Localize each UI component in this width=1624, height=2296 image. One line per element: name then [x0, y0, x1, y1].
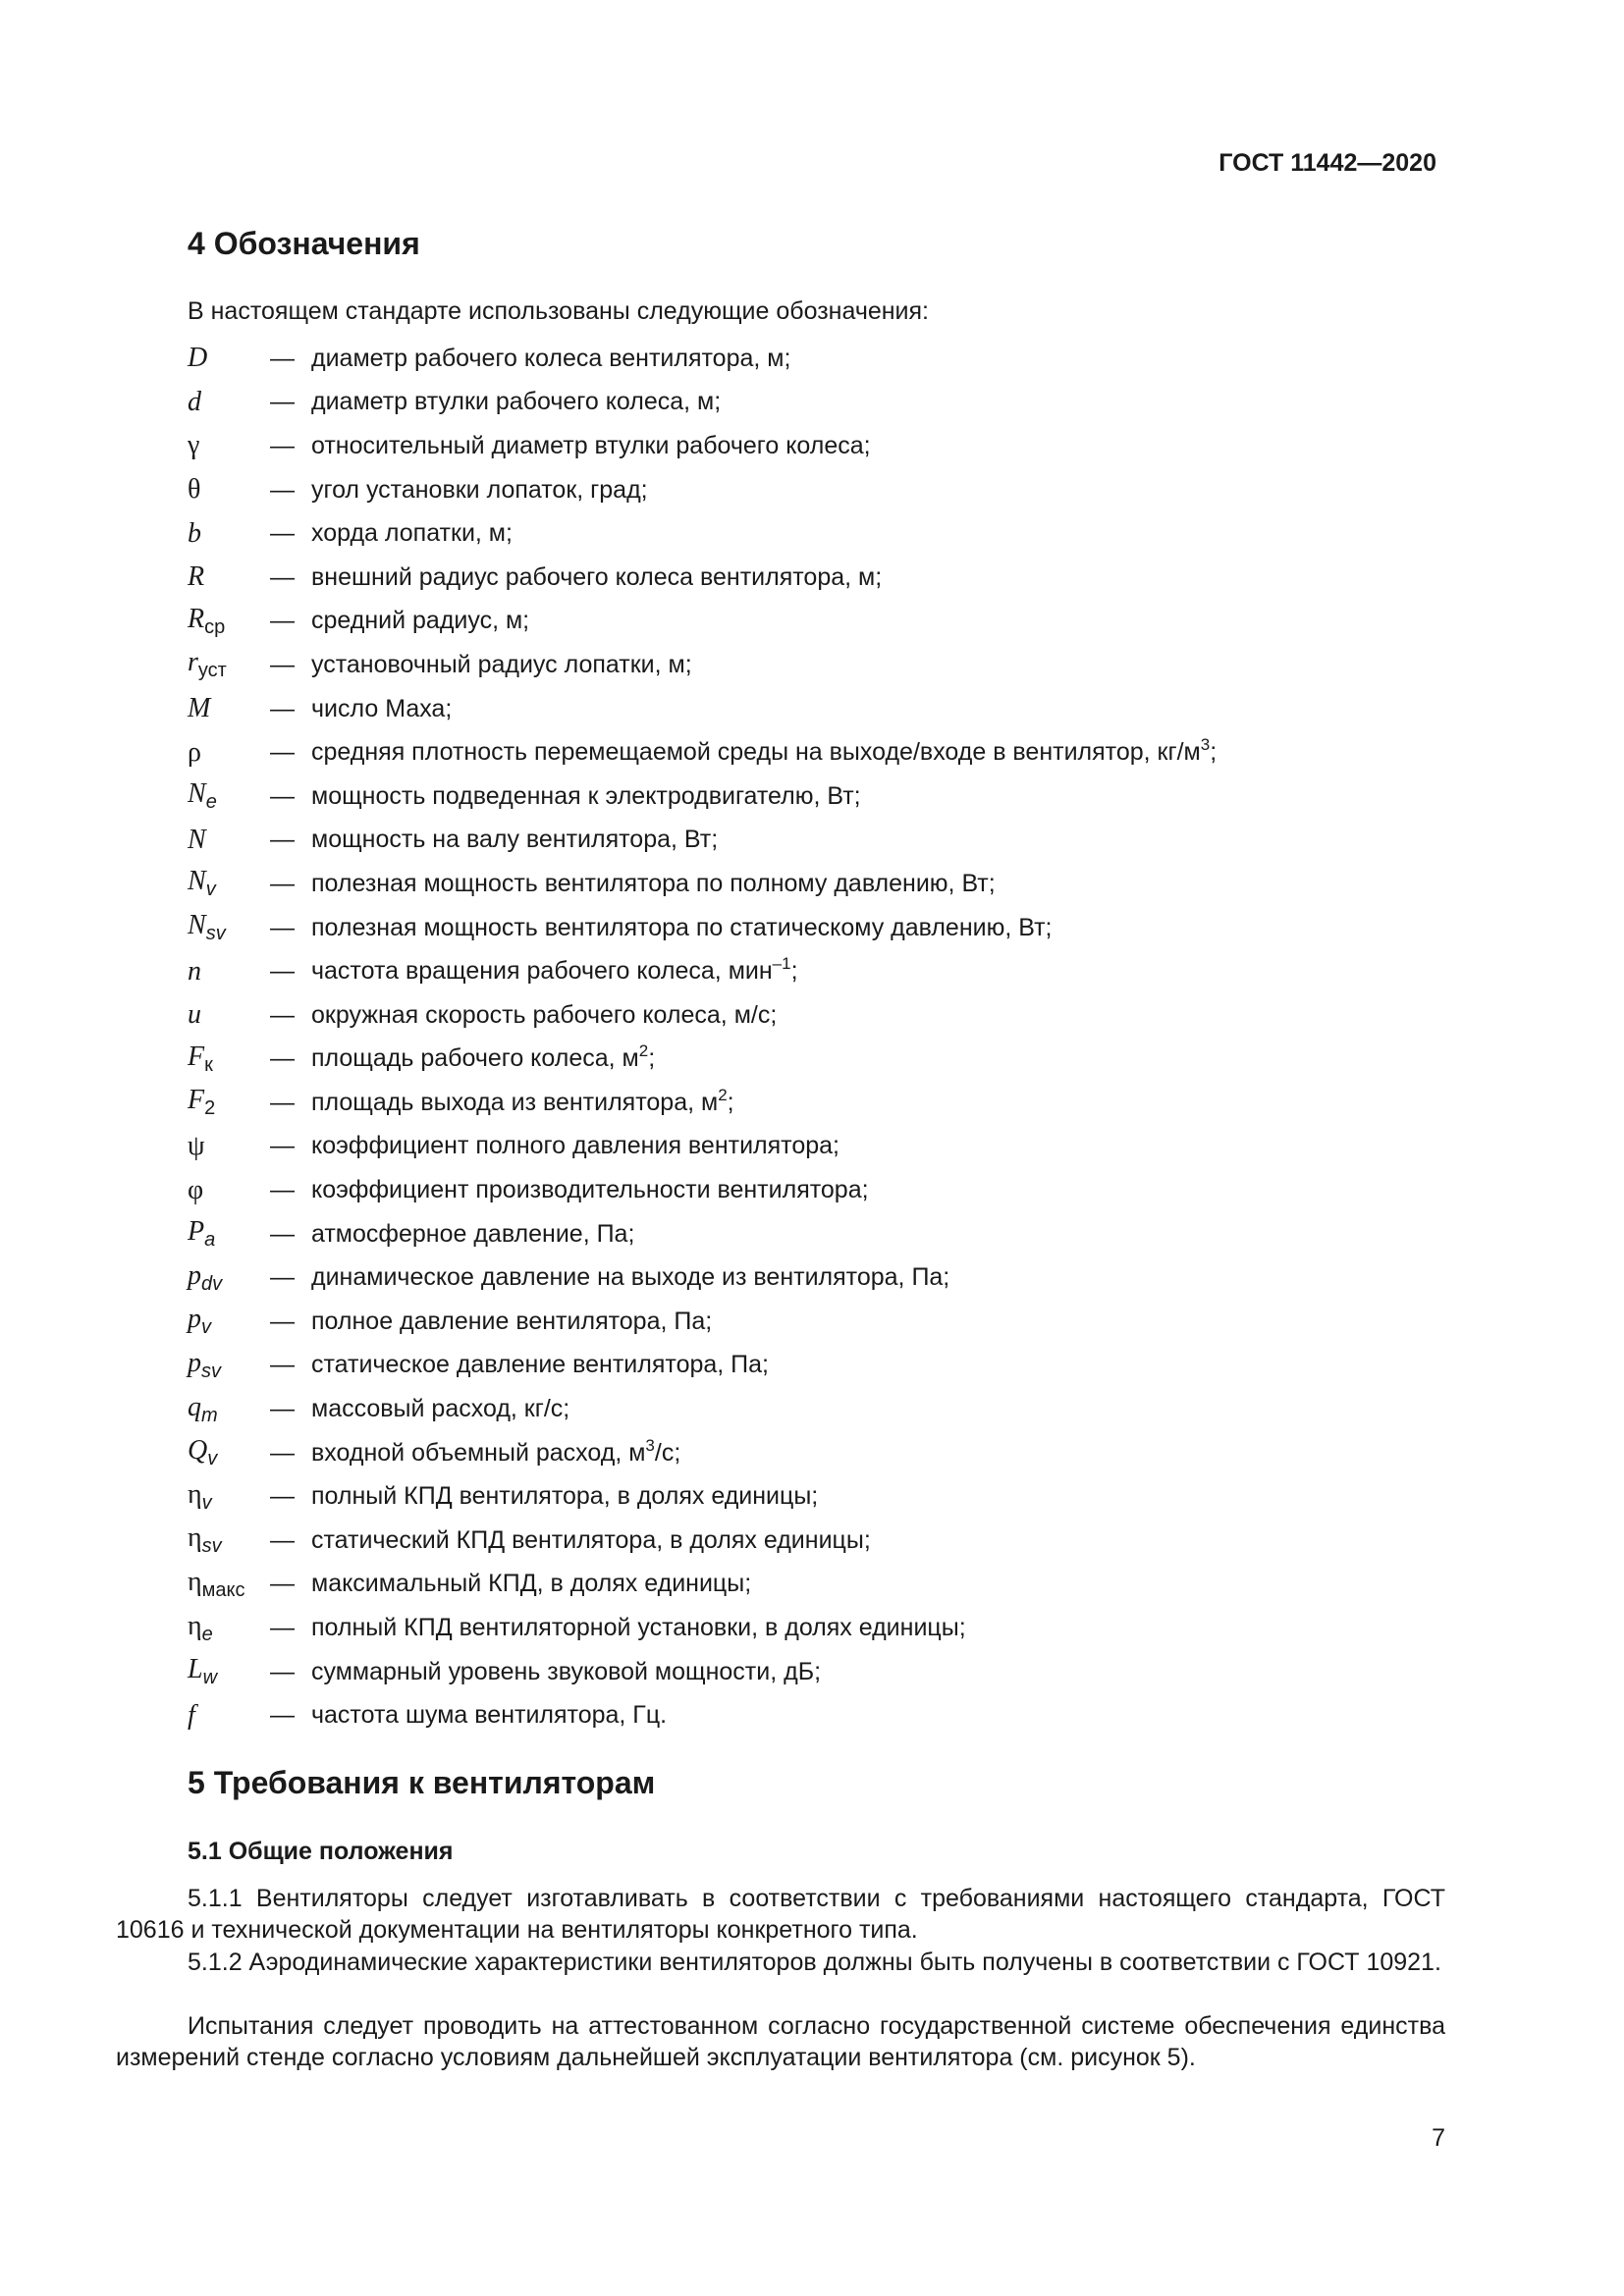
paragraph-5-1-1: 5.1.1 Вентиляторы следует изготавливать в соответствии с требованиями настоящего стандарта, ГОСТ 10616 и технической документации на вентиляторы конкретного типа.: [116, 1885, 1445, 1944]
symbol-row: [188, 906, 1454, 950]
symbol-row: [188, 1519, 1454, 1563]
symbol-row: [188, 1255, 1454, 1300]
dash: —: [270, 1176, 295, 1204]
symbol-row: [188, 687, 1454, 731]
dash: —: [270, 431, 295, 459]
symbol-description: относительный диаметр втулки рабочего колеса;: [311, 431, 871, 459]
symbol-row: [188, 993, 1454, 1038]
symbol: ψ: [188, 1130, 205, 1161]
symbol-row: [188, 1168, 1454, 1212]
dash: —: [270, 1000, 295, 1029]
symbol: $N_{sv}$: [188, 910, 226, 945]
symbol-description: частота вращения рабочего колеса, мин$^{-1}$;: [311, 954, 798, 986]
symbol: M: [188, 693, 211, 724]
symbol-description: установочный радиус лопатки, м;: [311, 650, 692, 678]
dash: —: [270, 913, 295, 941]
symbol-subscript: e: [205, 791, 217, 814]
symbol-description: коэффициент производительности вентилятора;: [311, 1176, 869, 1204]
symbol: b: [188, 517, 201, 549]
symbol-row: [188, 1038, 1454, 1082]
symbol-row: [188, 1650, 1454, 1694]
symbol-row: [188, 556, 1454, 600]
dash: —: [270, 1438, 295, 1467]
symbol-row: [188, 1387, 1454, 1431]
dash: —: [270, 650, 295, 678]
symbol-row: [188, 1081, 1454, 1125]
symbol-subscript: sv: [205, 923, 226, 945]
section-4-title: 4 Обозначения: [188, 226, 420, 261]
dash: —: [270, 826, 295, 854]
symbol-description: статический КПД вентилятора, в долях единицы;: [311, 1525, 871, 1554]
symbol-row: [188, 1606, 1454, 1650]
symbol-subscript: e: [201, 1623, 213, 1645]
dash: —: [270, 1657, 295, 1685]
symbol-description: полный КПД вентилятора, в долях единицы;: [311, 1482, 819, 1511]
symbol-subscript: v: [207, 1448, 218, 1470]
symbol-row: [188, 1344, 1454, 1388]
symbol-description: максимальный КПД, в долях единицы;: [311, 1570, 752, 1598]
symbol: u: [188, 999, 201, 1031]
symbol-description: число Маха;: [311, 694, 453, 722]
symbol-description: хорда лопатки, м;: [311, 519, 513, 548]
symbol-row: [188, 1563, 1454, 1607]
dash: —: [270, 562, 295, 591]
symbol-row: [188, 337, 1454, 381]
symbol-row: [188, 1474, 1454, 1519]
symbol-description: площадь выхода из вентилятора, $м^2$;: [311, 1085, 734, 1116]
dash: —: [270, 1614, 295, 1642]
dash: —: [270, 1263, 295, 1292]
symbol-description: угол установки лопаток, град;: [311, 475, 648, 504]
symbol-description: полезная мощность вентилятора по полному давлению, Вт;: [311, 869, 996, 897]
symbol-description: полный КПД вентиляторной установки, в долях единицы;: [311, 1614, 966, 1642]
symbol-row: [188, 730, 1454, 774]
paragraph-5-1-2: 5.1.2 Аэродинамические характеристики вентиляторов должны быть получены в соответствии с ГОСТ 10921.: [188, 1949, 1441, 1976]
symbol-subscript: sv: [201, 1360, 221, 1382]
symbol-description: диаметр рабочего колеса вентилятора, м;: [311, 344, 791, 372]
symbol-row: [188, 1431, 1454, 1475]
symbol-description: полезная мощность вентилятора по статическому давлению, Вт;: [311, 913, 1053, 941]
section-5-title: 5 Требования к вентиляторам: [188, 1765, 656, 1800]
symbol: $L_w$: [188, 1654, 218, 1689]
dash: —: [270, 781, 295, 810]
symbol-description: средняя плотность перемещаемой среды на выходе/входе в вентилятор, $кг/м^3$;: [311, 735, 1218, 767]
page-number: 7: [1432, 2124, 1445, 2152]
dash: —: [270, 1351, 295, 1379]
subsection-5-1-title: 5.1 Общие положения: [188, 1838, 454, 1865]
symbol-row: [188, 600, 1454, 644]
symbol-description: мощность подведенная к электродвигателю, Вт;: [311, 781, 861, 810]
dash: —: [270, 1132, 295, 1160]
symbol: φ: [188, 1174, 204, 1205]
symbol-subscript: v: [201, 1491, 212, 1514]
symbol-subscript: v: [201, 1316, 211, 1339]
symbol: $p_{sv}$: [188, 1347, 221, 1382]
symbol-description: окружная скорость рабочего колеса, м/с;: [311, 1000, 778, 1029]
symbol: d: [188, 386, 201, 417]
symbol: $N_e$: [188, 778, 217, 814]
symbol-subscript: к: [204, 1053, 213, 1076]
symbol: f: [188, 1699, 195, 1731]
symbol-description: средний радиус, м;: [311, 607, 530, 635]
symbol: R: [188, 561, 205, 593]
symbol-description: частота шума вентилятора, Гц.: [311, 1701, 668, 1730]
symbol-description: атмосферное давление, Па;: [311, 1219, 635, 1248]
symbol-row: [188, 381, 1454, 425]
symbol: $F_к$: [188, 1041, 213, 1076]
symbol-description: диаметр втулки рабочего колеса, м;: [311, 388, 722, 416]
dash: —: [270, 388, 295, 416]
dash: —: [270, 1525, 295, 1554]
dash: —: [270, 1219, 295, 1248]
section-4-intro: В настоящем стандарте использованы следующие обозначения:: [188, 297, 930, 325]
symbol: D: [188, 343, 208, 374]
symbol-description: массовый расход, кг/с;: [311, 1395, 570, 1423]
symbol-row: [188, 1693, 1454, 1737]
symbol-subscript: 2: [204, 1097, 216, 1120]
symbol: $R_{ср}$: [188, 603, 226, 638]
dash: —: [270, 1307, 295, 1335]
symbol-row: [188, 1212, 1454, 1256]
symbol-description: входной объемный расход, $м^3/с$;: [311, 1435, 681, 1467]
symbol-subscript: dv: [201, 1272, 223, 1295]
symbol-description: мощность на валу вентилятора, Вт;: [311, 826, 719, 854]
symbol: $Q_v$: [188, 1435, 218, 1470]
dash: —: [270, 1570, 295, 1598]
symbol-row: [188, 511, 1454, 556]
symbol-subscript: ср: [204, 615, 226, 638]
dash: —: [270, 519, 295, 548]
symbol-row: [188, 1125, 1454, 1169]
symbol-description: динамическое давление на выходе из вентилятора, Па;: [311, 1263, 950, 1292]
dash: —: [270, 607, 295, 635]
dash: —: [270, 869, 295, 897]
symbol-subscript: a: [204, 1229, 216, 1252]
dash: —: [270, 1482, 295, 1511]
symbol-row: [188, 424, 1454, 468]
symbol: $F_2$: [188, 1085, 216, 1120]
symbol: $p_{dv}$: [188, 1259, 223, 1295]
dash: —: [270, 694, 295, 722]
symbol-row: [188, 643, 1454, 687]
symbol: $\eta_e$: [188, 1610, 213, 1645]
symbol: $r_{уст}$: [188, 647, 227, 682]
symbol-row: [188, 468, 1454, 512]
symbol-row: [188, 774, 1454, 819]
dash: —: [270, 1701, 295, 1730]
symbol: $q_m$: [188, 1391, 218, 1426]
symbol: $P_a$: [188, 1216, 216, 1252]
dash: —: [270, 344, 295, 372]
symbol: $p_v$: [188, 1304, 211, 1339]
symbol-subscript: m: [201, 1404, 218, 1426]
symbol-subscript: sv: [201, 1535, 222, 1558]
symbol-subscript: макс: [201, 1578, 245, 1601]
symbol-row: [188, 819, 1454, 863]
dash: —: [270, 738, 295, 767]
dash: —: [270, 1044, 295, 1073]
dash: —: [270, 957, 295, 986]
symbol-description: коэффициент полного давления вентилятора;: [311, 1132, 840, 1160]
symbol: N: [188, 824, 206, 855]
paragraph-tests: Испытания следует проводить на аттестованном согласно государственной системе обеспечения единства измерений стенде согласно условиям дальнейшей эксплуатации вентилятора (см. рисунок 5).: [116, 2012, 1445, 2071]
symbol: ρ: [188, 736, 201, 768]
dash: —: [270, 475, 295, 504]
symbol: $N_v$: [188, 866, 216, 901]
symbols-list: [188, 337, 1454, 1737]
symbol-subscript: w: [202, 1667, 218, 1689]
symbol: $\eta_v$: [188, 1478, 212, 1514]
symbol-description: площадь рабочего колеса, $м^2$;: [311, 1041, 656, 1073]
symbol-subscript: уст: [197, 660, 227, 682]
symbol-row: [188, 1300, 1454, 1344]
symbol: θ: [188, 474, 201, 506]
symbol: $\eta_{макс}$: [188, 1566, 245, 1601]
symbol-description: статическое давление вентилятора, Па;: [311, 1351, 769, 1379]
document-code: ГОСТ 11442—2020: [1218, 149, 1436, 177]
dash: —: [270, 1088, 295, 1116]
symbol: γ: [188, 430, 200, 461]
symbol-row: [188, 862, 1454, 906]
dash: —: [270, 1395, 295, 1423]
symbol: $\eta_{sv}$: [188, 1522, 222, 1558]
symbol-description: внешний радиус рабочего колеса вентилятора, м;: [311, 562, 883, 591]
symbol-subscript: v: [205, 879, 216, 901]
symbol-row: [188, 949, 1454, 993]
symbol-description: суммарный уровень звуковой мощности, дБ;: [311, 1657, 822, 1685]
symbol: n: [188, 955, 201, 987]
symbol-description: полное давление вентилятора, Па;: [311, 1307, 713, 1335]
